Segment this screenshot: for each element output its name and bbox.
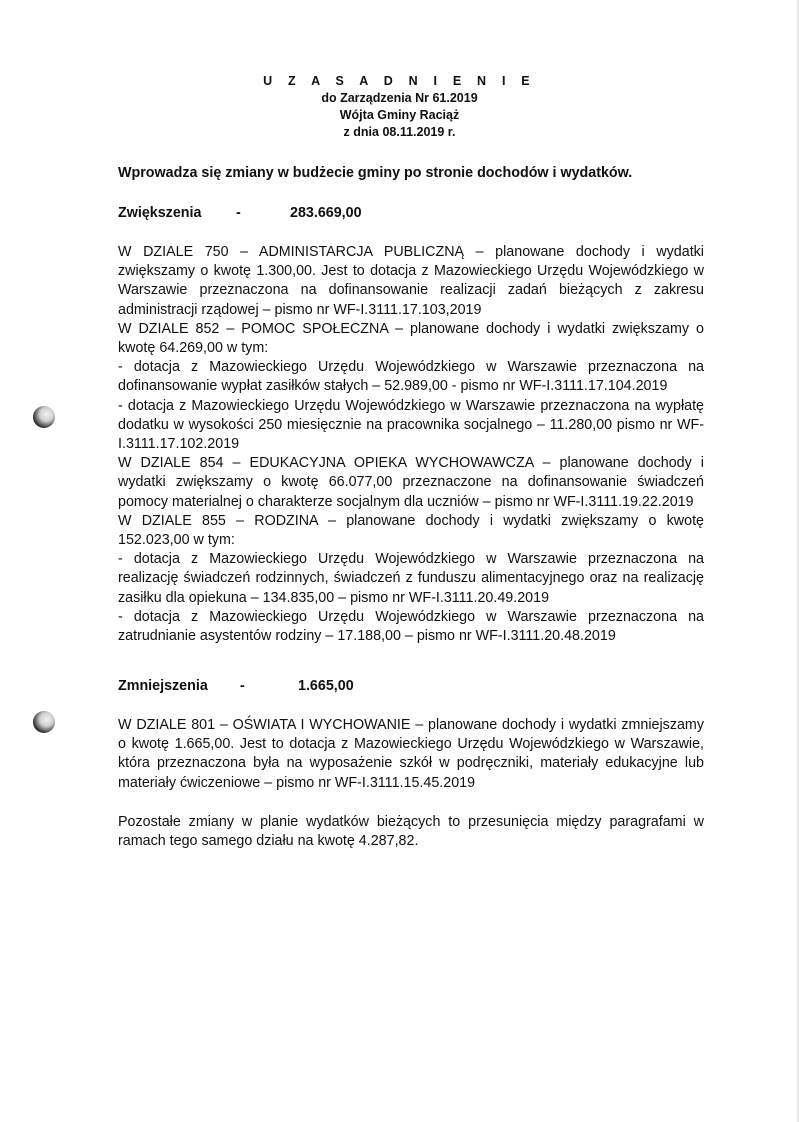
closing-paragraph: Pozostałe zmiany w planie wydatków bieżących to przesunięcia między paragrafami w ramach tego samego działu na kwotę 4.287,82.: [118, 814, 704, 850]
increases-amount: 283.669,00: [290, 205, 362, 221]
decreases-details: [118, 716, 704, 793]
intro-statement: Wprowadza się zmiany w budżecie gminy po stronie dochodów i wydatków.: [118, 165, 633, 181]
paragraph-dzial-801: W DZIALE 801 – OŚWIATA I WYCHOWANIE – planowane dochody i wydatki zmniejszamy o kwotę 1.665,00. Jest to dotacja z Mazowieckiego Urzędu Wojewódzkiego w Warszawie, która przeznaczona była na wyposażenie szkół w podręczniki, materiały edukacyjne lub materiały ćwiczeniowe – pismo nr WF-I.3111.15.45.2019: [118, 717, 704, 791]
increases-label: Zwiększenia: [118, 205, 202, 221]
closing-note: [118, 813, 704, 851]
document-date: z dnia 08.11.2019 r.: [343, 125, 456, 139]
document-header: [0, 73, 799, 141]
decreases-amount: 1.665,00: [298, 678, 354, 694]
paragraph-852-item-2: - dotacja z Mazowieckiego Urzędu Wojewódzkiego w Warszawie przeznaczona na wypłatę dodatku w wysokości 250 miesięcznie na pracownika socjalnego – 11.280,00 pismo nr WF-I.3111.17.102.2019: [118, 397, 704, 453]
issuer: Wójta Gminy Raciąż: [339, 108, 460, 122]
paragraph-855-item-2: - dotacja z Mazowieckiego Urzędu Wojewódzkiego w Warszawie przeznaczona na zatrudnianie asystentów rodziny – 17.188,00 – pismo nr WF-I.3111.20.48.2019: [118, 608, 704, 645]
decreases-label: Zmniejszenia: [118, 678, 208, 694]
punch-hole-mark: [33, 711, 55, 733]
paragraph-dzial-852: W DZIALE 852 – POMOC SPOŁECZNA – planowane dochody i wydatki zwiększamy o kwotę 64.269,00 w tym:: [118, 320, 704, 357]
paragraph-dzial-750: W DZIALE 750 – ADMINISTARCJA PUBLICZNĄ – planowane dochody i wydatki zwiększamy o kwotę 1.300,00. Jest to dotacja z Mazowieckiego Urzędu Wojewódzkiego w Warszawie przeznaczona na dofinansowanie realizacji zadań bieżących z zakresu administracji rządowej – pismo nr WF-I.3111.17.103,2019: [118, 244, 704, 318]
paragraph-dzial-854: W DZIALE 854 – EDUKACYJNA OPIEKA WYCHOWAWCZA – planowane dochody i wydatki zwiększamy o kwotę 66.077,00 przeznaczone na dofinansowanie świadczeń pomocy materialnej o charakterze socjalnym dla uczniów – pismo nr WF-I.3111.19.22.2019: [118, 455, 704, 510]
paragraph-852-item-1: - dotacja z Mazowieckiego Urzędu Wojewódzkiego w Warszawie przeznaczona na dofinansowanie wypłat zasiłków stałych – 52.989,00 - pismo nr WF-I.3111.17.104.2019: [118, 359, 704, 395]
increases-details: [118, 243, 704, 646]
punch-hole-mark: [33, 406, 55, 428]
increases-dash: -: [236, 205, 241, 221]
document-title: U Z A S A D N I E N I E: [263, 74, 536, 88]
paragraph-855-item-1: - dotacja z Mazowieckiego Urzędu Wojewódzkiego w Warszawie przeznaczona na realizację świadczeń rodzinnych, świadczeń z funduszu alimentacyjnego oraz na realizację zasiłku dla opiekuna – 134.835,00 – pismo nr WF-I.3111.20.49.2019: [118, 551, 704, 606]
decreases-dash: -: [240, 678, 245, 694]
paragraph-dzial-855: W DZIALE 855 – RODZINA – planowane dochody i wydatki zwiększamy o kwotę 152.023,00 w tym:: [118, 512, 704, 549]
ordinance-reference: do Zarządzenia Nr 61.2019: [321, 91, 478, 105]
